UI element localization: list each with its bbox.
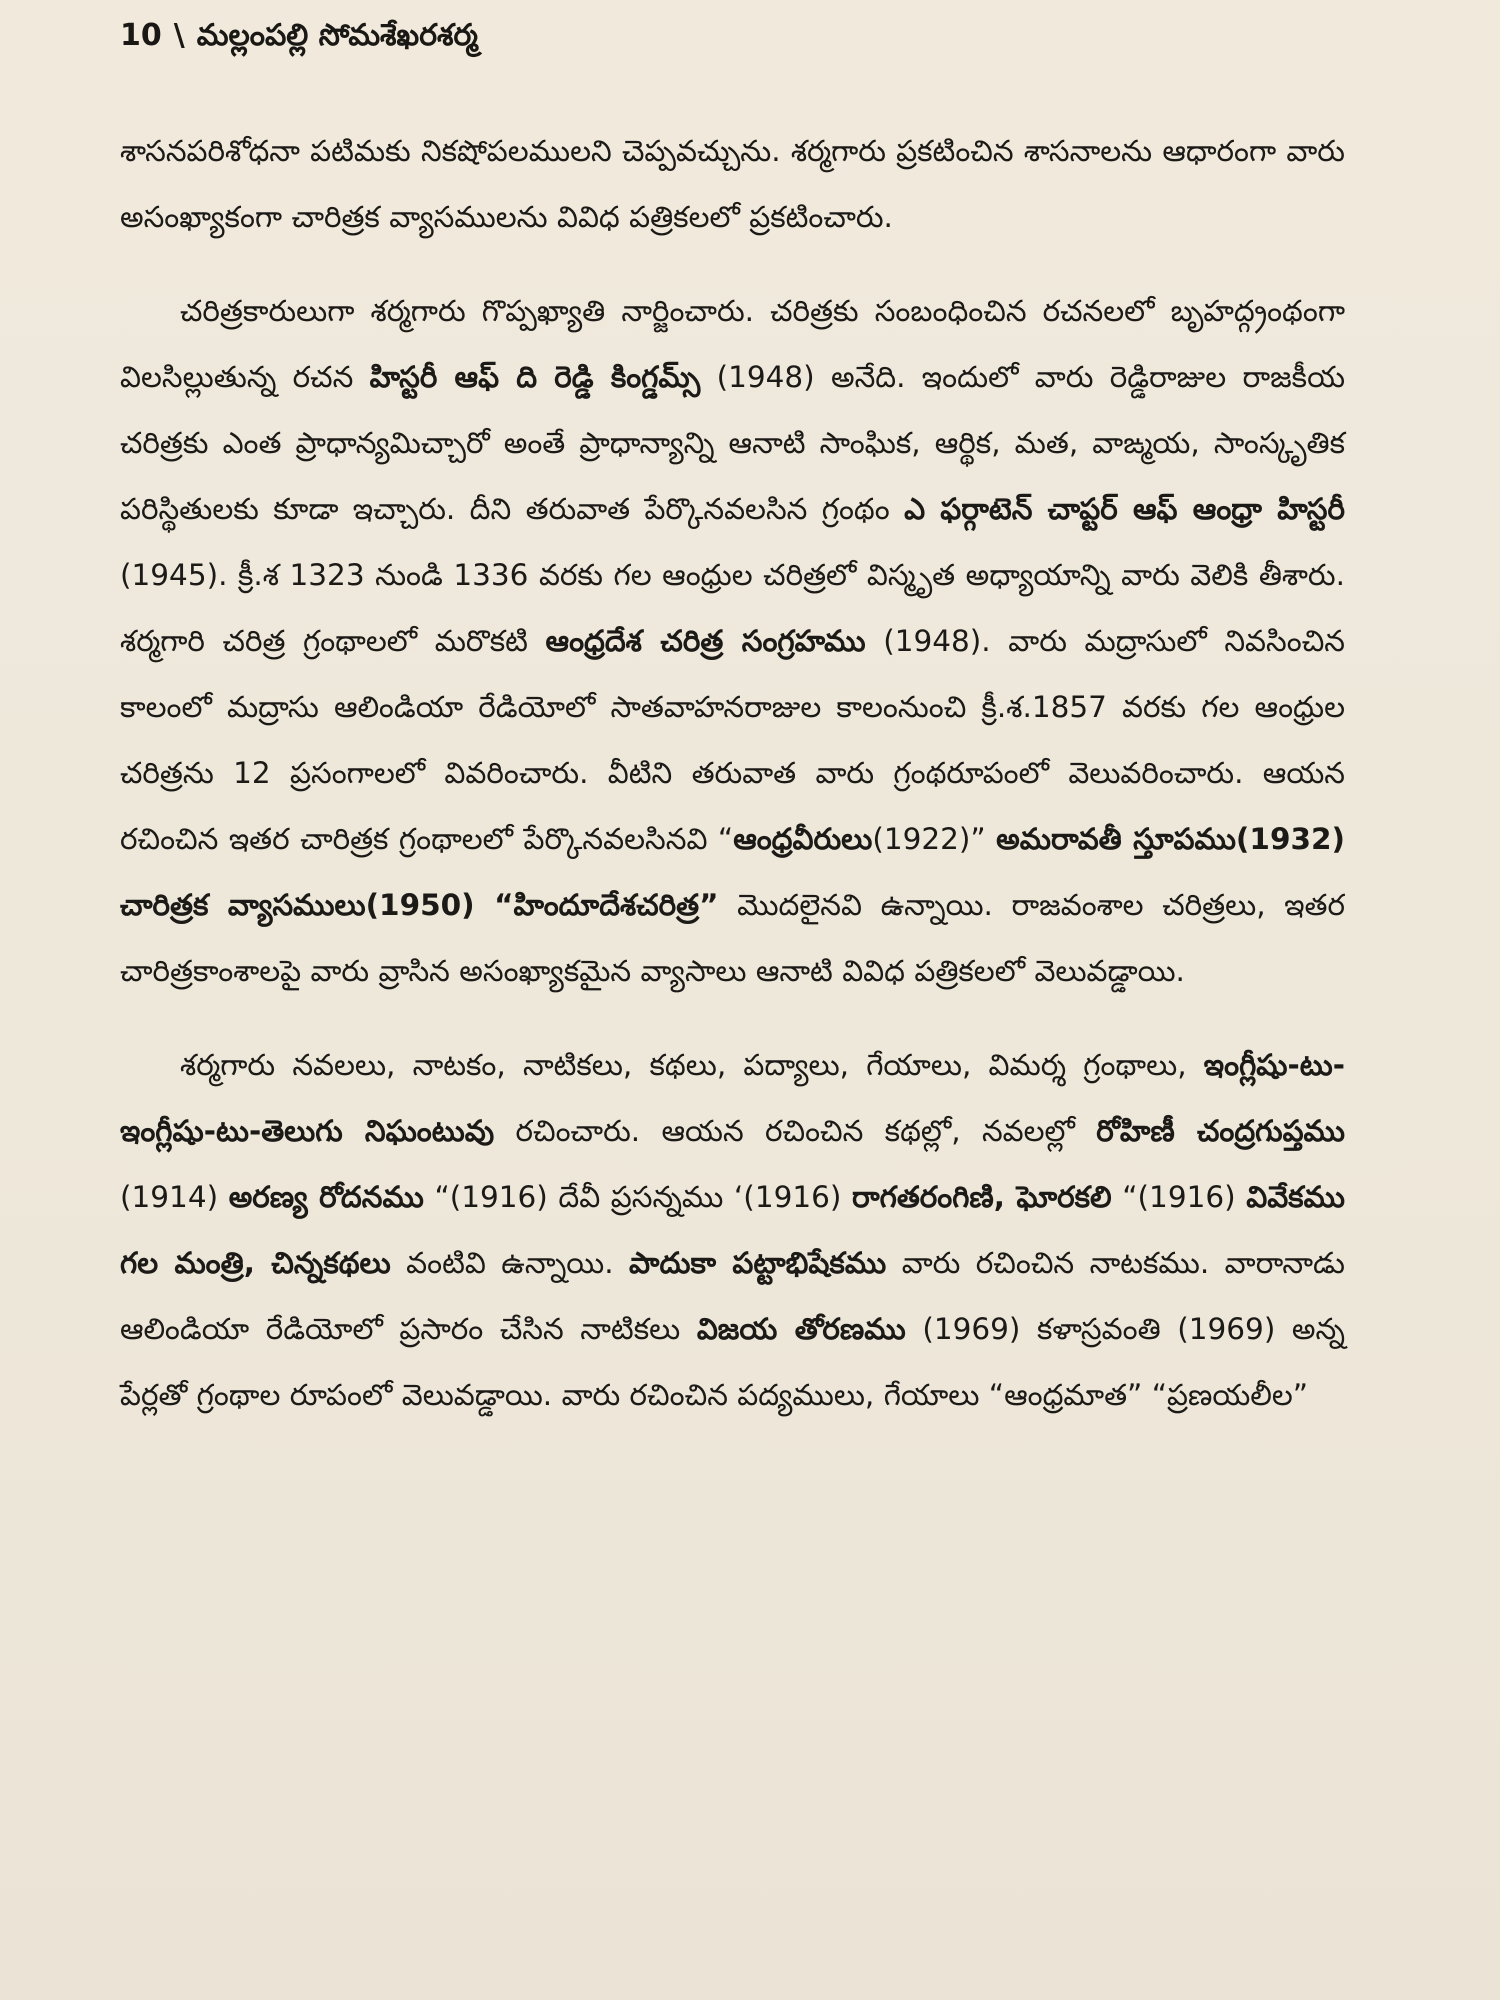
bold-title-text: ఇంగ్లీషు-టు- ఇంగ్లీషు-టు-తెలుగు నిఘంటువు (120, 1048, 1345, 1148)
bold-title-text: ఆంధ్రదేశ చరిత్ర సంగ్రహము (545, 624, 866, 658)
body-text-run: వంటివి ఉన్నాయి. (390, 1246, 630, 1280)
paragraph-2 (120, 278, 1345, 1004)
body-text-run: (1922)” (872, 822, 997, 856)
body-text-run: (1948). వారు మద్రాసులో నివసించిన కాలంలో మద్రాసు ఆలిండియా రేడియోలో సాతవాహనరాజుల కాలంనుంచి క్రీ.శ.1857 వరకు గల ఆంధ్రుల చరిత్రను 12 ప్రసంగాలలో వివరించారు. వీటిని తరువాత వారు గ్రంథరూపంలో వెలువరించారు. ఆయన రచించిన ఇతర చారిత్రక గ్రంథాలలో పేర్కొనవలసినవి “ (120, 624, 1346, 856)
body-text-run: వారు రచించిన నాటకము. వారానాడు ఆలిండియా రేడియోలో ప్రసారం చేసిన నాటికలు (120, 1246, 1346, 1346)
bold-title-text: అమరావతీ స్తూపము(1932) చారిత్రక వ్యాసములు(1950) “హిందూదేశచరిత్ర” (120, 822, 1345, 922)
body-text-run: (1969) కళాస్రవంతి (1969) అన్న పేర్లతో గ్రంథాల రూపంలో వెలువడ్డాయి. వారు రచించిన పద్యములు, గేయాలు “ఆంధ్రమాత” “ప్రణయలీల” (120, 1312, 1346, 1412)
body-text-run: చరిత్రకారులుగా శర్మగారు గొప్పఖ్యాతి నార్జించారు. చరిత్రకు సంబంధించిన రచనలలో బృహద్గ్రంథంగా విలసిల్లుతున్న రచన (120, 294, 1345, 394)
bold-title-text: హిస్టరీ ఆఫ్ ది రెడ్డి కింగ్డమ్స్ (369, 360, 701, 394)
body-text-run: (1914) (120, 1180, 229, 1214)
header-separator: \ (173, 18, 185, 53)
body-text-run: శాసనపరిశోధనా పటిమకు నికషోపలములని చెప్పవచ్చును. శర్మగారు ప్రకటించిన శాసనాలను ఆధారంగా వారు అసంఖ్యాకంగా చారిత్రక వ్యాసములను వివిధ పత్రికలలో ప్రకటించారు. (120, 134, 1345, 234)
bold-title-text: అరణ్య రోదనము (228, 1180, 424, 1214)
page-number: 10 (120, 18, 162, 53)
bold-title-text: రాగతరంగిణి, ఘోరకలి (851, 1180, 1112, 1214)
paragraph-1 (120, 118, 1345, 250)
body-text-run: మొదలైనవి ఉన్నాయి. రాజవంశాల చరిత్రలు, ఇతర చారిత్రకాంశాలపై వారు వ్రాసిన అసంఖ్యాకమైన వ్యాసాలు ఆనాటి వివిధ పత్రికలలో వెలువడ్డాయి. (120, 888, 1345, 988)
paragraph-3 (120, 1032, 1345, 1428)
body-text-run: “(1916) దేవీ ప్రసన్నము ‘(1916) (423, 1180, 852, 1214)
running-title: మల్లంపల్లి సోమశేఖరశర్మ (196, 18, 478, 53)
body-text-run: “(1916) (1111, 1180, 1247, 1214)
body-text-run: రచించారు. ఆయన రచించిన కథల్లో, నవలల్లో (494, 1114, 1097, 1148)
bold-title-text: వివేకము గల మంత్రి, చిన్నకథలు (120, 1180, 1345, 1280)
body-text-run: శర్మగారు నవలలు, నాటకం, నాటికలు, కథలు, పద్యాలు, గేయాలు, విమర్శ గ్రంథాలు, (180, 1048, 1204, 1082)
bold-title-text: విజయ తోరణము (696, 1312, 906, 1346)
bold-title-text: రోహిణీ చంద్రగుప్తము (1096, 1114, 1345, 1148)
bold-title-text: ఆంధ్రవీరులు (733, 822, 873, 856)
body-text-run: (1945). క్రీ.శ 1323 నుండి 1336 వరకు గల ఆంధ్రుల చరిత్రలో విస్మృత అధ్యాయాన్ని వారు వెలికి తీశారు. శర్మగారి చరిత్ర గ్రంథాలలో మరొకటి (120, 558, 1345, 658)
body-text-run: (1948) అనేది. ఇందులో వారు రెడ్డిరాజుల రాజకీయ చరిత్రకు ఎంత ప్రాధాన్యమిచ్చారో అంతే ప్రాధాన్యాన్ని ఆనాటి సాంఘిక, ఆర్థిక, మత, వాఙ్మయ, సాంస్కృతిక పరిస్థితులకు కూడా ఇచ్చారు. దీని తరువాత పేర్కొనవలసిన గ్రంథం (120, 360, 1346, 526)
body-text (120, 118, 1345, 1428)
bold-title-text: ఎ ఫర్గాటెన్ చాప్టర్ ఆఫ్ ఆంధ్రా హిస్టరీ (904, 492, 1345, 526)
running-header (120, 18, 478, 60)
bold-title-text: పాదుకా పట్టాభిషేకము (629, 1246, 887, 1280)
